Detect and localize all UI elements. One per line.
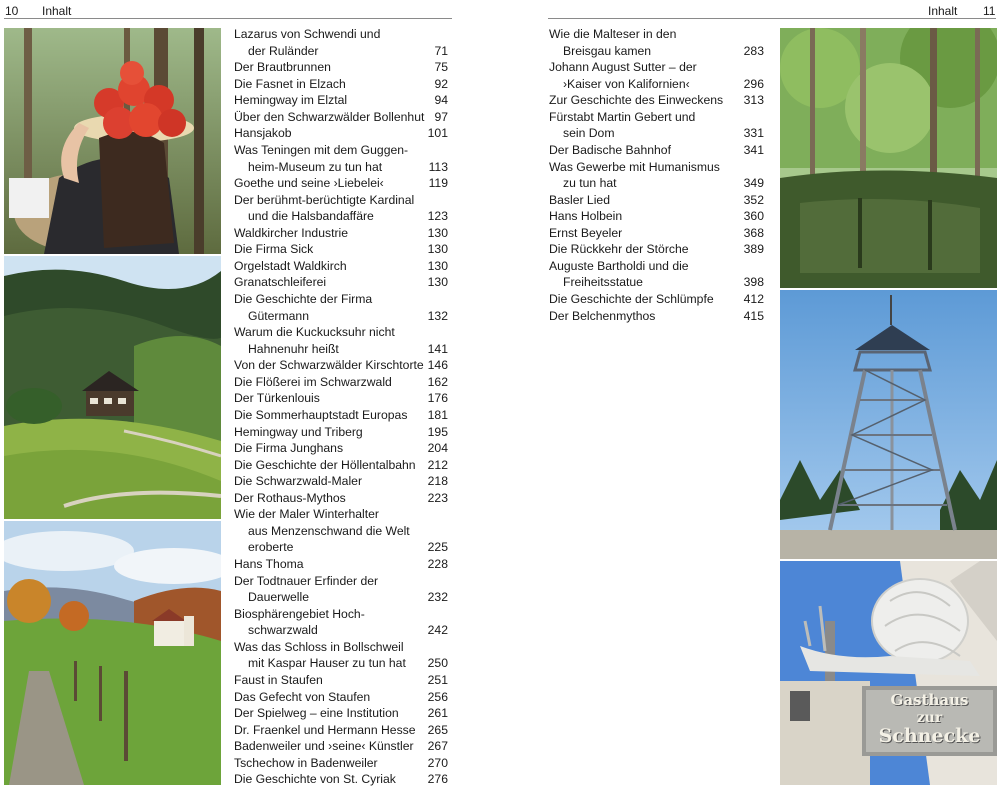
- toc-entry-page: 130: [427, 275, 448, 290]
- toc-entry: [234, 142, 448, 175]
- toc-entry: [549, 92, 764, 109]
- toc-entry-title: Biosphärengebiet Hoch-: [234, 606, 365, 621]
- snail-sign-photo: [780, 561, 997, 785]
- toc-entry: [234, 92, 448, 109]
- toc-entry: [234, 606, 448, 639]
- toc-entry-page: 256: [427, 689, 448, 704]
- toc-entry: [549, 192, 764, 209]
- toc-entry-page: 283: [743, 43, 764, 58]
- observation-tower-photo: [780, 290, 997, 559]
- toc-entry-title: Über den Schwarzwälder Bollenhut: [234, 109, 425, 124]
- toc-entry-page: 276: [427, 772, 448, 787]
- toc-entry-page: 218: [427, 474, 448, 489]
- toc-entry-title: Der Belchenmythos: [549, 308, 656, 323]
- black-forest-farmhouse-photo: [4, 256, 221, 519]
- toc-entry-title: Hemingway im Elztal: [234, 93, 348, 108]
- toc-entry-page: 225: [427, 540, 448, 555]
- right-page-number: 11: [983, 4, 996, 18]
- toc-entry-title: Von der Schwarzwälder Kirschtorte: [234, 358, 424, 373]
- toc-entry: [549, 291, 764, 308]
- toc-entry-page: 94: [434, 93, 448, 108]
- toc-entry-page: 296: [743, 76, 764, 91]
- toc-entry-title: Die Sommerhauptstadt Europas: [234, 407, 408, 422]
- toc-entry-title: Granatschleiferei: [234, 275, 327, 290]
- toc-entry-page: 130: [427, 242, 448, 257]
- toc-entry-title: Hans Thoma: [234, 557, 304, 571]
- toc-entry-title: Die Flößerei im Schwarzwald: [234, 374, 392, 389]
- toc-entry-title: Der Rothaus-Mythos: [234, 490, 346, 505]
- toc-entry: [234, 738, 448, 755]
- toc-entry-title: Was Gewerbe mit Humanismus: [549, 159, 720, 174]
- toc-entry-title: zu tun hat: [563, 176, 617, 191]
- toc-entry: [234, 374, 448, 391]
- toc-entry-title: Was Teningen mit dem Guggen-: [234, 142, 409, 157]
- toc-entry: [234, 407, 448, 424]
- toc-entry: [234, 755, 448, 772]
- toc-entry: [234, 192, 448, 225]
- toc-entry-page: 415: [743, 308, 764, 323]
- toc-entry: [234, 125, 448, 142]
- toc-entry-title: Der Badische Bahnhof: [549, 142, 671, 157]
- toc-entry-page: 130: [427, 225, 448, 240]
- toc-entry-title: Hemingway und Triberg: [234, 424, 363, 439]
- toc-entry-page: 251: [427, 672, 448, 687]
- toc-entry-page: 242: [427, 623, 448, 638]
- toc-entry-page: 75: [434, 60, 448, 75]
- toc-entry: [234, 473, 448, 490]
- toc-entry-page: 313: [743, 93, 764, 108]
- toc-entry-title: aus Menzenschwand die Welt: [248, 523, 410, 538]
- toc-entry: [549, 142, 764, 159]
- toc-entry-page: 97: [434, 109, 448, 124]
- toc-entry-page: 176: [427, 391, 448, 406]
- toc-entry-page: 195: [427, 424, 448, 439]
- toc-entry-title: heim-Museum zu tun hat: [248, 159, 383, 174]
- toc-entry: [234, 705, 448, 722]
- toc-entry-page: 132: [427, 308, 448, 323]
- toc-entry-title: Lazarus von Schwendi und: [234, 27, 381, 41]
- toc-entry-page: 181: [427, 407, 448, 422]
- toc-entry-page: 250: [427, 656, 448, 671]
- toc-entry: [549, 109, 764, 142]
- toc-entry: [549, 308, 764, 325]
- toc-entry-title: Hans Holbein: [549, 209, 623, 224]
- toc-entry-title: Der berühmt-berüchtigte Kardinal: [234, 192, 415, 207]
- toc-entry-page: 368: [743, 225, 764, 240]
- toc-entry-title: Das Gefecht von Staufen: [234, 689, 371, 704]
- toc-entry: [549, 258, 764, 291]
- toc-entry-title: Die Geschichte der Höllentalbahn: [234, 457, 416, 472]
- toc-entry-page: 352: [743, 192, 764, 207]
- toc-entry-title: Was das Schloss in Bollschweil: [234, 639, 404, 654]
- sign-text-line-1: Gasthaus: [890, 691, 969, 709]
- toc-entry-title: Die Fasnet in Elzach: [234, 76, 346, 91]
- toc-entry-page: 71: [434, 43, 448, 58]
- toc-entry-page: 228: [427, 557, 448, 571]
- toc-entry: [234, 76, 448, 93]
- toc-entry-title: Ernst Beyeler: [549, 225, 623, 240]
- toc-entry-title: Tschechow in Badenweiler: [234, 755, 378, 770]
- left-running-title: Inhalt: [42, 4, 72, 18]
- toc-entry-page: 412: [743, 292, 764, 306]
- toc-entry: [549, 208, 764, 225]
- toc-entry: [234, 771, 448, 788]
- toc-entry: [234, 241, 448, 258]
- toc-entry-page: 212: [427, 457, 448, 472]
- toc-entry-page: 223: [427, 490, 448, 505]
- toc-entry-page: 141: [427, 341, 448, 356]
- toc-entry-page: 113: [428, 159, 448, 174]
- toc-entry-page: 204: [427, 441, 448, 456]
- toc-entry: [549, 225, 764, 242]
- toc-entry: [234, 573, 448, 606]
- toc-entry-title: Der Türkenlouis: [234, 391, 320, 406]
- toc-entry: [234, 722, 448, 739]
- toc-entry: [234, 26, 448, 59]
- toc-entry-page: 331: [743, 126, 764, 141]
- toc-entry: [234, 440, 448, 457]
- woman-bollenhut-photo: [4, 28, 221, 254]
- toc-entry-page: 261: [427, 706, 448, 721]
- toc-entry-page: 162: [427, 374, 448, 389]
- toc-entry-page: 119: [428, 176, 448, 191]
- toc-entry-title: ›Kaiser von Kalifornien‹: [563, 76, 690, 91]
- toc-entry-title: Freiheitsstatue: [563, 275, 643, 290]
- toc-entry-title: sein Dom: [563, 126, 615, 141]
- toc-entry: [234, 672, 448, 689]
- toc-entry-title: Die Firma Junghans: [234, 441, 344, 456]
- toc-entry-page: 92: [434, 76, 448, 91]
- toc-entry: [234, 457, 448, 474]
- toc-entry-title: Wie der Maler Winterhalter: [234, 507, 379, 522]
- toc-entry-title: Auguste Bartholdi und die: [549, 258, 689, 273]
- toc-entry-title: Die Geschichte von St. Cyriak: [234, 772, 396, 787]
- toc-entry: [234, 59, 448, 76]
- toc-entry: [234, 506, 448, 556]
- toc-entry-page: 130: [427, 258, 448, 273]
- toc-entry-title: Badenweiler und ›seine‹ Künstler: [234, 739, 414, 754]
- toc-entry-page: 267: [427, 739, 448, 754]
- autumn-village-path-photo: [4, 521, 221, 785]
- toc-entry-title: Gütermann: [248, 308, 309, 323]
- toc-entry-page: 349: [743, 176, 764, 191]
- toc-entry-title: Die Rückkehr der Störche: [549, 242, 689, 257]
- toc-entry-title: Die Schwarzwald-Maler: [234, 474, 363, 489]
- toc-entry-page: 360: [743, 209, 764, 224]
- toc-entry-title: Die Geschichte der Schlümpfe: [549, 292, 714, 306]
- toc-entry: [234, 556, 448, 573]
- toc-entry: [234, 324, 448, 357]
- toc-entry-title: Dauerwelle: [248, 590, 309, 605]
- toc-entry: [234, 109, 448, 126]
- toc-entry: [234, 390, 448, 407]
- toc-entry: [234, 357, 448, 374]
- toc-entry-title: und die Halsbandaffäre: [248, 209, 374, 224]
- right-header-rule: [548, 18, 996, 19]
- toc-entry: [234, 639, 448, 672]
- toc-entry-title: schwarzwald: [248, 623, 318, 638]
- toc-entry: [549, 59, 764, 92]
- toc-entry: [549, 26, 764, 59]
- right-running-title: Inhalt: [928, 4, 958, 18]
- toc-entry: [234, 689, 448, 706]
- toc-right-column: [549, 26, 764, 324]
- toc-entry-title: eroberte: [248, 540, 294, 555]
- toc-entry-title: Die Geschichte der Firma: [234, 292, 373, 306]
- toc-entry-title: Der Spielweg – eine Institution: [234, 706, 399, 721]
- toc-entry-title: Basler Lied: [549, 192, 610, 207]
- toc-entry: [549, 241, 764, 258]
- toc-entry-title: Dr. Fraenkel und Hermann Hesse: [234, 722, 416, 737]
- toc-entry-title: Waldkircher Industrie: [234, 225, 349, 240]
- toc-entry-title: Warum die Kuckucksuhr nicht: [234, 325, 395, 340]
- toc-entry-page: 146: [427, 358, 448, 373]
- toc-entry-title: Zur Geschichte des Einweckens: [549, 93, 724, 108]
- forest-pond-photo: [780, 28, 997, 288]
- toc-entry-title: Der Brautbrunnen: [234, 60, 331, 75]
- toc-entry-page: 270: [427, 755, 448, 770]
- toc-entry-page: 101: [427, 126, 448, 141]
- toc-entry-title: mit Kaspar Hauser zu tun hat: [248, 656, 406, 671]
- sign-text-line-2: zur: [916, 710, 943, 726]
- toc-entry-title: Hahnenuhr heißt: [248, 341, 339, 356]
- toc-entry-title: Der Todtnauer Erfinder der: [234, 573, 379, 588]
- toc-entry-page: 398: [743, 275, 764, 290]
- toc-entry: [234, 424, 448, 441]
- left-page-number: 10: [5, 4, 19, 18]
- toc-entry: [234, 490, 448, 507]
- toc-entry-page: 265: [427, 722, 448, 737]
- toc-entry-title: der Ruländer: [248, 43, 319, 58]
- toc-entry-title: Hansjakob: [234, 126, 292, 141]
- toc-entry-page: 232: [427, 590, 448, 605]
- toc-entry: [549, 159, 764, 192]
- toc-left-column: [234, 26, 448, 788]
- toc-entry: [234, 291, 448, 324]
- toc-entry-page: 389: [743, 242, 764, 257]
- toc-entry: [234, 258, 448, 275]
- toc-entry-title: Breisgau kamen: [563, 43, 652, 58]
- toc-entry: [234, 274, 448, 291]
- toc-entry-title: Die Firma Sick: [234, 242, 314, 257]
- toc-entry-page: 341: [743, 142, 764, 157]
- toc-entry-title: Goethe und seine ›Liebelei‹: [234, 176, 384, 191]
- toc-entry: [234, 175, 448, 192]
- left-header-rule: [4, 18, 452, 19]
- toc-entry-page: 123: [427, 209, 448, 224]
- toc-entry-title: Orgelstadt Waldkirch: [234, 258, 347, 273]
- toc-entry-title: Faust in Staufen: [234, 672, 323, 687]
- sign-text-line-3: Schnecke: [878, 725, 981, 747]
- toc-entry: [234, 225, 448, 242]
- toc-entry-title: Fürstabt Martin Gebert und: [549, 109, 696, 124]
- toc-entry-title: Wie die Malteser in den: [549, 27, 677, 41]
- toc-entry-title: Johann August Sutter – der: [549, 60, 697, 75]
